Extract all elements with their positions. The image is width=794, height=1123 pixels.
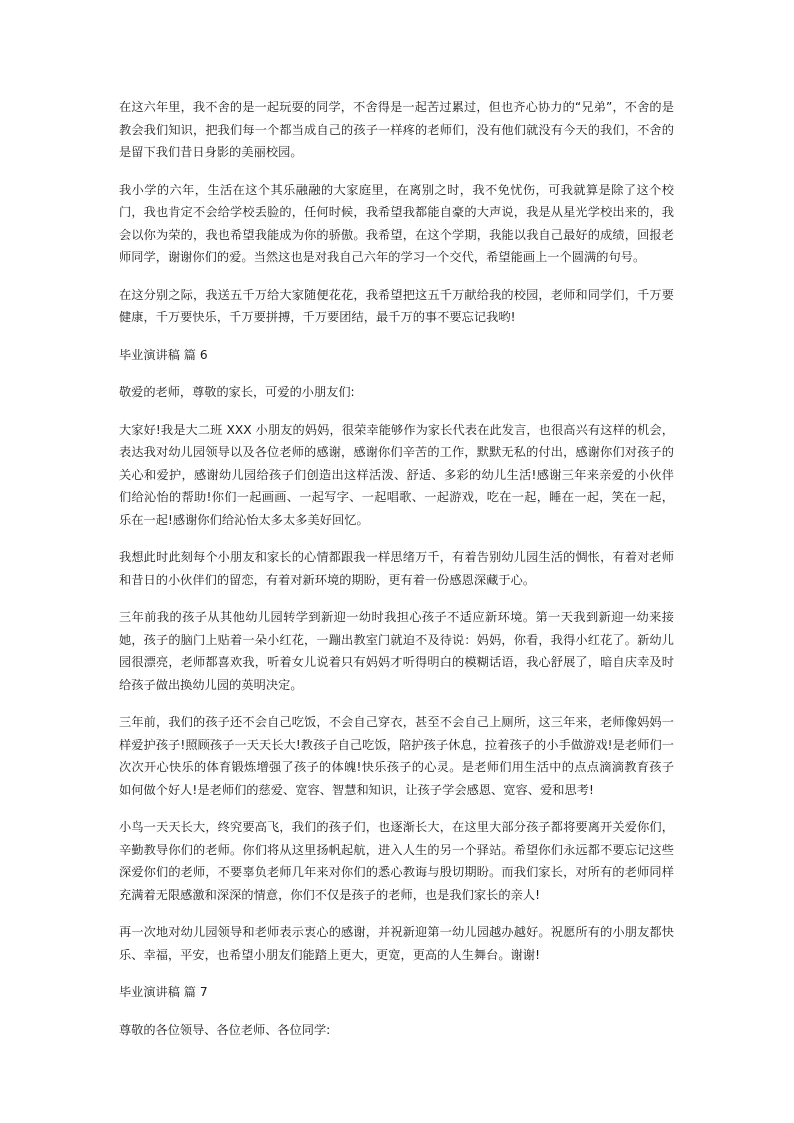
paragraph: 再一次地对幼儿园领导和老师表示衷心的感谢，并祝新迎第一幼儿园越办越好。祝愿所有的小朋友都快乐、幸福，平安，也希望小朋友们能踏上更大，更宽，更高的人生舞台。谢谢! bbox=[119, 925, 674, 962]
paragraph: 在这六年里，我不舍的是一起玩耍的同学，不舍得是一起苦过累过，但也齐心协力的“兄弟”，不舍的是教会我们知识，把我们每一个都当成自己的孩子一样疼的老师们，没有他们就没有今天的我们，不舍的是留下我们昔日身影的美丽校园。 bbox=[119, 100, 674, 159]
section-heading: 毕业演讲稿 篇 6 bbox=[119, 347, 208, 362]
paragraph: 我想此时此刻每个小朋友和家长的心情都跟我一样思绪万千，有着告别幼儿园生活的惆怅，有着对老师和昔日的小伙伴们的留恋，有着对新环境的期盼，更有着一份感恩深藏于心。 bbox=[119, 550, 674, 587]
paragraph: 大家好!我是大二班 XXX 小朋友的妈妈，很荣幸能够作为家长代表在此发言，也很高兴有这样的机会，表达我对幼儿园领导以及各位老师的感谢，感谢你们辛苦的工作，默默无私的付出，感谢你们对孩子的关心和爱护，感谢幼儿园给孩子们创造出这样活泼、舒适、多彩的幼儿生活!感谢三年来亲爱的小伙伴们给沁怡的帮助!你们一起画画、一起写字、一起唱歌、一起游戏，吃在一起，睡在一起，笑在一起，乐在一起!感谢你们给沁怡太多太多美好回忆。 bbox=[119, 422, 674, 527]
paragraph: 在这分别之际，我送五千万给大家随便花花，我希望把这五千万献给我的校园，老师和同学们，千万要健康，千万要快乐，千万要拼搏，千万要团结，最千万的事不要忘记我哟! bbox=[119, 287, 674, 324]
paragraph: 三年前我的孩子从其他幼儿园转学到新迎一幼时我担心孩子不适应新环境。第一天我到新迎一幼来接她，孩子的脑门上贴着一朵小红花，一蹦出教室门就迫不及待说：妈妈，你看，我得小红花了。新幼儿园很漂亮，老师都喜欢我，听着女儿说着只有妈妈才听得明白的模糊话语，我心舒展了，暗自庆幸及时给孩子做出换幼儿园的英明决定。 bbox=[119, 610, 674, 692]
section-heading: 毕业演讲稿 篇 7 bbox=[119, 985, 208, 999]
paragraph: 我小学的六年，生活在这个其乐融融的大家庭里，在离别之时，我不免忧伤，可我就算是除了这个校门，我也肯定不会给学校丢脸的，任何时候，我希望我都能自豪的大声说，我是从星光学校出来的，我会以你为荣的，我也希望我能成为你的骄傲。我希望，在这个学期，我能以我自己最好的成绩，回报老师同学，谢谢你们的爱。当然这也是对我自己六年的学习一个交代，希望能画上一个圆满的句号。 bbox=[119, 182, 674, 264]
salutation: 尊敬的各位领导、各位老师、各位同学: bbox=[119, 1022, 331, 1037]
document-page bbox=[119, 96, 674, 1056]
paragraph: 三年前，我们的孩子还不会自己吃饭，不会自己穿衣，甚至不会自己上厕所，这三年来，老师像妈妈一样爱护孩子!照顾孩子一天天长大!教孩子自己吃饭，陪护孩子休息，拉着孩子的小手做游戏!是老师们一次次开心快乐的体育锻炼增强了孩子的体魄!快乐孩子的心灵。是老师们用生活中的点点滴滴教育孩子如何做个好人!是老师们的慈爱、宽容、智慧和知识，让孩子学会感恩、宽容、爱和思考! bbox=[119, 715, 674, 797]
paragraph: 小鸟一天天长大，终究要高飞，我们的孩子们，也逐渐长大，在这里大部分孩子都将要离开关爱你们，辛勤教导你们的老师。你们将从这里扬帆起航，进入人生的另一个驿站。希望你们永远都不要忘记这些深爱你们的老师，不要辜负老师几年来对你们的悉心教诲与殷切期盼。而我们家长，对所有的老师同样充满着无限感激和深深的情意，你们不仅是孩子的老师，也是我们家长的亲人! bbox=[119, 820, 674, 902]
salutation: 敬爱的老师，尊敬的家长，可爱的小朋友们: bbox=[119, 385, 355, 399]
